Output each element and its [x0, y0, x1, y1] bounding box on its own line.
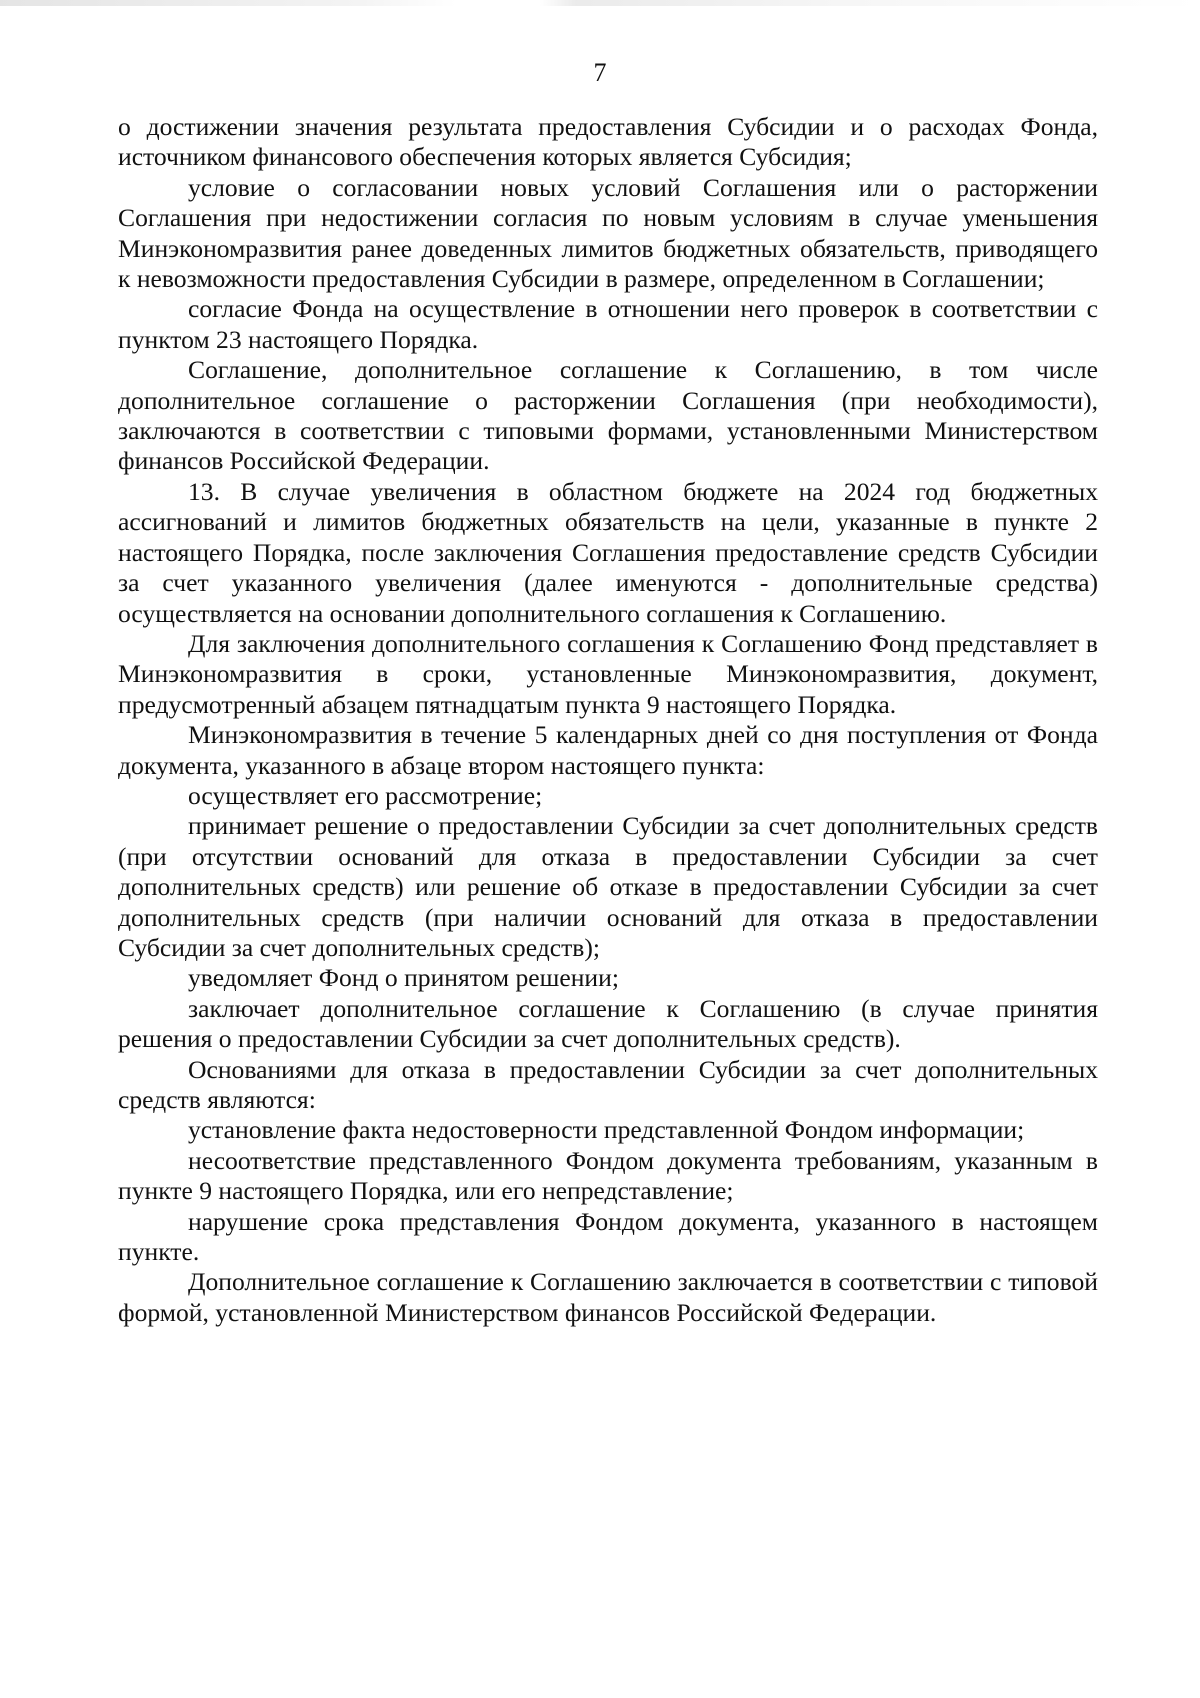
document-body: [118, 112, 1098, 1328]
paragraph: условие о согласовании новых условий Соглашения или о расторжении Соглашения при недостижении согласия по новым условиям в случае уменьшения Минэкономразвития ранее доведенных лимитов бюджетных обязательств, приводящего к невозможности предоставления Субсидии в размере, определенном в Соглашении;: [118, 172, 1098, 294]
paragraph: 13. В случае увеличения в областном бюджете на 2024 год бюджетных ассигнований и лимитов бюджетных обязательств на цели, указанные в пункте 2 настоящего Порядка, после заключения Соглашения предоставление средств Субсидии за счет указанного увеличения (далее именуются - дополнительные средства) осуществляется на основании дополнительного соглашения к Соглашению.: [118, 476, 1098, 628]
paragraph: установление факта недостоверности представленной Фондом информации;: [188, 1115, 1025, 1145]
paragraph: принимает решение о предоставлении Субсидии за счет дополнительных средств (при отсутствии оснований для отказа в предоставлении Субсидии за счет дополнительных средств) или решение об отказе в предоставлении Субсидии за счет дополнительных средств (при наличии оснований для отказа в предоставлении Субсидии за счет дополнительных средств);: [118, 811, 1098, 962]
paragraph: осуществляет его рассмотрение;: [188, 780, 543, 810]
page-number: 7: [593, 58, 607, 87]
paragraph: согласие Фонда на осуществление в отношении него проверок в соответствии с пунктом 23 настоящего Порядка.: [118, 294, 1098, 354]
scan-edge-artifact: [0, 0, 1200, 6]
paragraph: Минэкономразвития в течение 5 календарных дней со дня поступления от Фонда документа, указанного в абзаце втором настоящего пункта:: [118, 720, 1098, 780]
paragraph: уведомляет Фонд о принятом решении;: [188, 963, 619, 993]
paragraph: несоответствие представленного Фондом документа требованиям, указанным в пункте 9 настоящего Порядка, или его непредставление;: [118, 1145, 1098, 1206]
paragraph: Для заключения дополнительного соглашения к Соглашению Фонд представляет в Минэкономразвития в сроки, установленные Минэкономразвития, документ, предусмотренный абзацем пятнадцатым пункта 9 настоящего Порядка.: [118, 628, 1098, 719]
paragraph: Основаниями для отказа в предоставлении Субсидии за счет дополнительных средств являются:: [118, 1054, 1098, 1114]
paragraph: о достижении значения результата предоставления Субсидии и о расходах Фонда, источником финансового обеспечения которых является Субсидия;: [118, 112, 1098, 172]
paragraph: заключает дополнительное соглашение к Соглашению (в случае принятия решения о предоставлении Субсидии за счет дополнительных средств).: [118, 993, 1098, 1054]
paragraph: Соглашение, дополнительное соглашение к Соглашению, в том числе дополнительное соглашение о расторжении Соглашения (при необходимости), заключаются в соответствии с типовыми формами, установленными Министерством финансов Российской Федерации.: [118, 355, 1098, 476]
paragraph: нарушение срока представления Фондом документа, указанного в настоящем пункте.: [118, 1206, 1098, 1267]
paragraph: Дополнительное соглашение к Соглашению заключается в соответствии с типовой формой, установленной Министерством финансов Российской Федерации.: [118, 1267, 1098, 1327]
